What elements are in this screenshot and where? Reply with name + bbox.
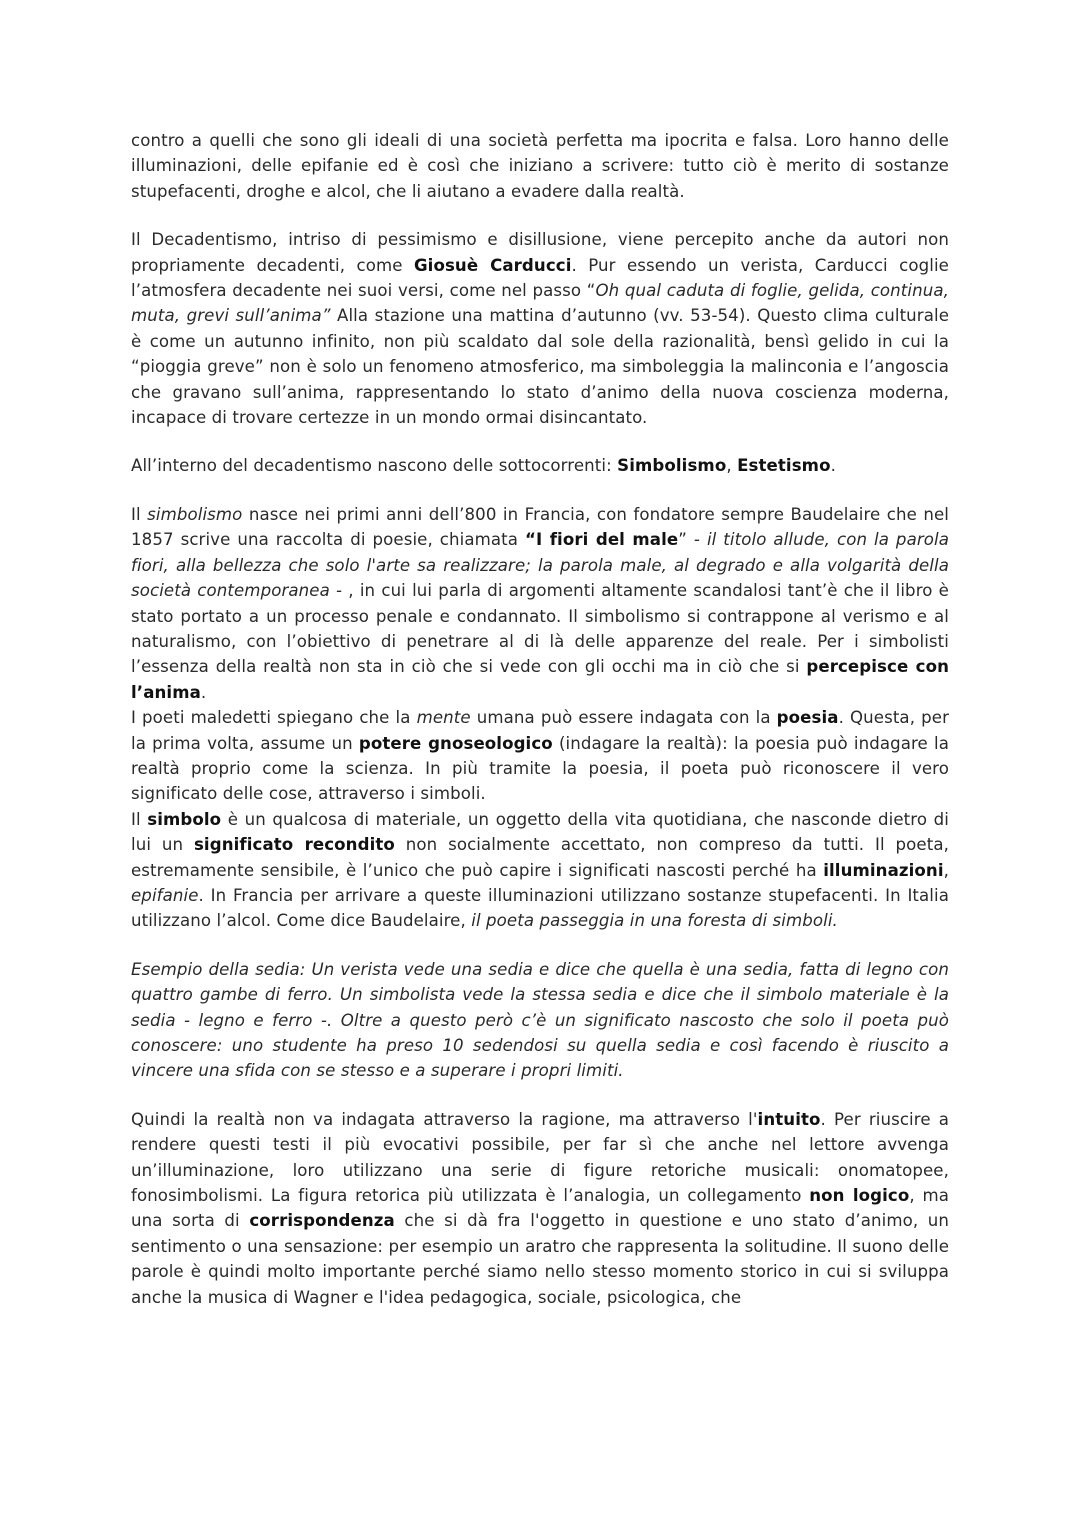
bold-text: significato recondito	[193, 835, 395, 855]
text-run: Quindi la realtà non va indagata attraverso la ragione, ma attraverso l'	[131, 1109, 758, 1129]
bold-text: non logico	[809, 1186, 910, 1206]
text-run: Alla stazione una mattina d’autunno (vv. 53-54). Questo clima culturale è come un autunno infinito, non più scaldato dal sole della razionalità, bensì gelido in cui la “pioggia greve” non è solo un fenomeno atmosferico, ma simboleggia la malinconia e l’angoscia che gravano sull’anima, rappresentando lo stato d’animo della nuova coscienza moderna, incapace di trovare certezze in un mondo ormai disincantato.	[131, 306, 950, 428]
text-run: contro a quelli che sono gli ideali di una società perfetta ma ipocrita e falsa. Loro hanno delle illuminazioni, delle epifanie ed è così che iniziano a scrivere: tutto ciò è merito di sostanze stupefacenti, droghe e alcol, che li aiutano a evadere dalla realtà.	[131, 131, 949, 201]
text-run: . In Francia per arrivare a queste illuminazioni utilizzano sostanze stupefacenti. In Italia utilizzano l’alcol. Come dice Baudelaire,	[131, 885, 949, 931]
text-run: . Pur essendo un verista, Carducci coglie l’atmosfera decadente nei suoi versi, come nel passo “	[131, 255, 949, 301]
paragraph-esempio-sedia	[131, 957, 949, 1084]
bold-text: Simbolismo	[617, 456, 727, 476]
text-run: All’interno del decadentismo nascono delle sottocorrenti:	[131, 456, 618, 476]
text-run: che si dà fra l'oggetto in questione e uno stato d’animo, un sentimento o una sensazione: per esempio un aratro che rappresenta la solitudine. Il suono delle parole è quindi molto importante perché siamo nello stesso momento storico in cui si sviluppa anche la musica di Wagner e l'idea pedagogica, sociale, psicologica, che	[131, 1211, 950, 1307]
text-run: è un qualcosa di materiale, un oggetto della vita quotidiana, che nasconde dietro di lui un	[131, 809, 949, 855]
paragraph-carducci	[131, 227, 949, 430]
italic-text: mente	[416, 708, 471, 728]
italic-text: simbolismo	[147, 504, 243, 524]
text-run: Il Decadentismo, intriso di pessimismo e disillusione, viene percepito anche da autori non propriamente decadenti, come	[131, 230, 949, 275]
text-run: ”	[678, 530, 694, 550]
bold-text: corrispondenza	[249, 1211, 395, 1231]
text-run: .	[200, 682, 207, 702]
italic-text: - il titolo allude, con la parola fiori, alla bellezza che solo l'arte sa realizzare; la parola male, al degrado e alla volgarità della società contemporanea -	[131, 530, 949, 601]
paragraph-intuito	[131, 1107, 949, 1310]
text-run: nasce nei primi anni dell’800 in Francia, con fondatore sempre Baudelaire che nel 1857 scrive una raccolta di poesie, chiamata	[131, 504, 949, 550]
bold-text: simbolo	[147, 809, 222, 829]
text-run: ,	[943, 860, 949, 880]
bold-text: intuito	[757, 1109, 821, 1129]
paragraph-intro-continuation	[131, 128, 949, 204]
paragraph-poeti-maledetti	[131, 705, 949, 807]
text-run: , ma una sorta di	[131, 1186, 949, 1231]
bold-text: Estetismo	[737, 456, 831, 476]
paragraph-simbolo	[131, 807, 949, 934]
text-run: . Questa, per la prima volta, assume un	[131, 708, 949, 753]
bold-text: potere gnoseologico	[358, 733, 553, 753]
text-run: non socialmente accettato, non compreso da tutti. Il poeta, estremamente sensibile, è l’unico che può capire i significati nascosti perché ha	[131, 835, 949, 880]
bold-text: “I fiori del male	[524, 530, 679, 550]
bold-text: Giosuè Carducci	[413, 255, 572, 275]
italic-text: epifanie	[131, 885, 199, 905]
text-run: ,	[726, 456, 738, 476]
text-run: Il	[131, 504, 148, 524]
text-run: I poeti maledetti spiegano che la	[131, 708, 417, 728]
text-run: umana può essere indagata con la	[470, 708, 777, 728]
bold-text: illuminazioni	[823, 860, 944, 880]
text-run: .	[830, 456, 836, 476]
text-run: (indagare la realtà): la poesia può indagare la realtà proprio come la scienza. In più tramite la poesia, il poeta può riconoscere il vero significato delle cose, attraverso i simboli.	[131, 733, 949, 804]
italic-text: Esempio della sedia: Un verista vede una sedia e dice che quella è una sedia, fatta di legno con quattro gambe di ferro. Un simbolista vede la stessa sedia e dice che il simbolo materiale è la sedia - legno e ferro -. Oltre a questo però c’è un significato nascosto che solo il poeta può conoscere: uno studente ha preso 10 sedendosi su quella sedia e così facendo è riuscito a vincere una sfida con se stesso e a superare i propri limiti.	[131, 959, 949, 1081]
text-run: Il	[131, 809, 148, 829]
bold-text: poesia	[776, 708, 839, 728]
document-page	[131, 128, 949, 1333]
text-run: . Per riuscire a rendere questi testi il più evocativi possibile, per far sì che anche nel lettore avvenga un’illuminazione, loro utilizzano una serie di figure retoriche musicali: onomatopee, fonosimbolismi. La figura retorica più utilizzata è l’analogia, un collegamento	[131, 1109, 950, 1206]
bold-text: percepisce con l’anima	[131, 657, 949, 702]
italic-text: Oh qual caduta di foglie, gelida, continua, muta, grevi sull’anima”	[131, 281, 949, 326]
text-run: , in cui lui parla di argomenti altamente scandalosi tant’è che il libro è stato portato a un processo penale e condannato. Il simbolismo si contrappone al verismo e al naturalismo, con l’obiettivo di penetrare al di là delle apparenze del reale. Per i simbolisti l’essenza della realtà non sta in ciò che si vede con gli occhi ma in ciò che si	[131, 581, 949, 677]
paragraph-simbolismo	[131, 502, 949, 705]
italic-text: il poeta passeggia in una foresta di simboli.	[471, 911, 838, 931]
paragraph-sottocorrenti	[131, 453, 949, 478]
